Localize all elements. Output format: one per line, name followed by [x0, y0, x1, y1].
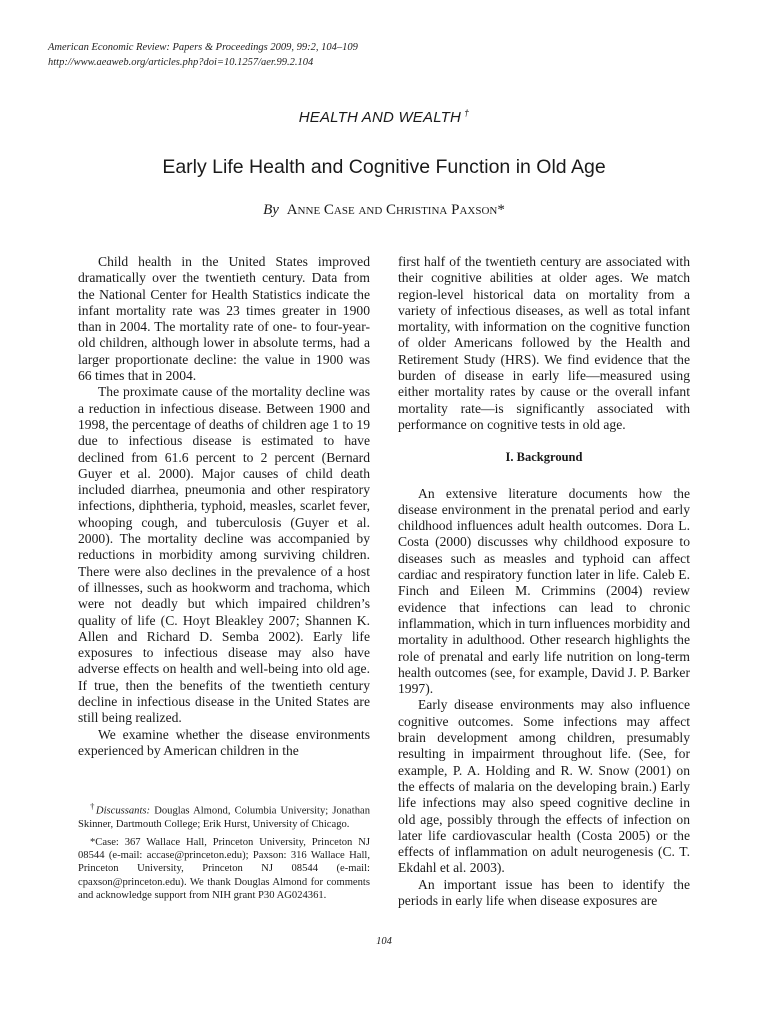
- paragraph: Child health in the United States improved dramatically over the twentieth century. Data from the National Center for Health Statistics indicate the infant mortality rate was 23 times greater in 1900 than in 2004. The mortality rate of one- to four-year-old children, although lower in absolute terms, had a larger proportionate decline: the value in 1900 was 66 times that in 2004.: [78, 254, 370, 384]
- journal-citation: American Economic Review: Papers & Proceedings 2009, 99:2, 104–109: [48, 42, 358, 53]
- left-column: [78, 254, 370, 759]
- paragraph: An important issue has been to identify the periods in early life when disease exposures are: [398, 876, 690, 908]
- page-number: 104: [376, 936, 392, 947]
- paragraph: Early disease environments may also influence cognitive outcomes. Some infections may affect brain development among children, presumably resulting in impairment throughout life. (See, for example, P. A. Holding and R. W. Snow (2001) on the effects of malaria on the developing brain.) Early life infections may also speed cognitive decline in old age, possibly through the effects of infection on later life cardiovascular health (Costa 2005) or the effects of inflammation on adult neurogenesis (C. T. Ekdahl et al. 2003).: [398, 697, 690, 876]
- journal-url: http://www.aeaweb.org/articles.php?doi=10.1257/aer.99.2.104: [48, 57, 314, 68]
- footnotes: [78, 800, 370, 907]
- session-dagger: †: [464, 108, 470, 118]
- section-heading: I. Background: [505, 450, 583, 465]
- right-column: [398, 254, 690, 909]
- session-title-text: HEALTH AND WEALTH: [298, 109, 462, 126]
- byline-by: By: [263, 202, 279, 218]
- paragraph: We examine whether the disease environments experienced by American children in the: [78, 726, 370, 758]
- article-title: Early Life Health and Cognitive Function in Old Age: [162, 156, 606, 178]
- paragraph: first half of the twentieth century are associated with their cognitive abilities at older ages. We match region-level historical data on mortality from a variety of infectious diseases, as well as total infant mortality, with information on the cognitive function of older Americans followed by the Health and Retirement Study (HRS). We find evidence that the burden of disease in early life—measured using either mortality rates by cause or the overall infant mortality rate—is significantly associated with performance on cognitive tests in old age.: [398, 254, 690, 432]
- session-title: [0, 108, 768, 126]
- paragraph: The proximate cause of the mortality decline was a reduction in infectious disease. Between 1900 and 1998, the percentage of deaths of children age 1 to 19 due to infectious disease is estimated to have declined from 61.6 percent to 2 percent (Bernard Guyer et al. 2000). Major causes of child death included diarrhea, pneumonia and other respiratory infections, diphtheria, typhoid, measles, scarlet fever, whooping cough, and tuberculosis (Guyer et al. 2000). The mortality decline was accompanied by reductions in morbidity among surviving children. There were also declines in the prevalence of a host of illnesses, such as hookworm and trachoma, which were not deadly but which impaired children’s quality of life (C. Hoyt Bleakley 2007; Shannen K. Allen and Richard D. Semba 2002). Early life exposures to infectious disease may also have adverse effects on health and well-being into old age. If true, then the benefits of the twentieth century decline in infectious disease in the United States are still being realized.: [78, 384, 370, 726]
- footnote-author-note: *Case: 367 Wallace Hall, Princeton University, Princeton NJ 08544 (e-mail: accase@princeton.edu); Paxson: 316 Wallace Hall, Princeton University, Princeton NJ 08544 (e-mail: cpaxson@princeton.edu). We thank Douglas Almond for comments and acknowledge support from NIH grant P30 AG024361.: [78, 836, 370, 901]
- discussants-label: Discussants:: [95, 805, 151, 817]
- byline: [0, 202, 768, 219]
- paragraph: An extensive literature documents how the disease environment in the prenatal period and early childhood influences adult health outcomes. Dora L. Costa (2000) discusses why childhood exposure to diseases such as measles and typhoid can affect cardiac and respiratory function later in life. Caleb E. Finch and Eileen M. Crimmins (2004) review evidence that infections can lead to chronic inflammation, which in turn influences morbidity and mortality in adulthood. Other research highlights the role of prenatal and early life nutrition on long-term health outcomes (see, for example, David J. P. Barker 1997).: [398, 485, 690, 697]
- author-names: Anne Case and Christina Paxson*: [286, 202, 505, 218]
- discussants-text: Douglas Almond, Columbia University; Jonathan Skinner, Dartmouth College; Erik Hurst, University of Chicago.: [78, 805, 371, 830]
- footnote-discussants: †Discussants: Douglas Almond, Columbia University; Jonathan Skinner, Dartmouth College; Erik Hurst, University of Chicago.: [78, 801, 371, 830]
- journal-header: [48, 40, 358, 70]
